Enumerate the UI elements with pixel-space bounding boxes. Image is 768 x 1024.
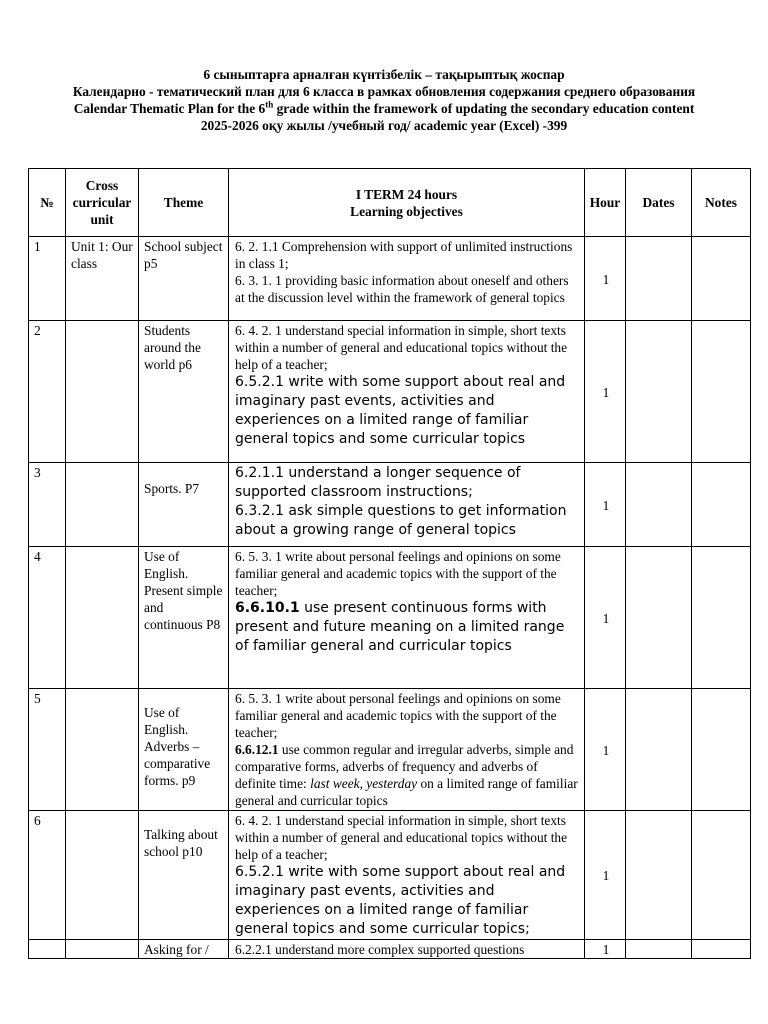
title-russian: Календарно - тематический план для 6 класса в рамках обновления содержания среднего образования xyxy=(72,84,696,99)
learning-objective xyxy=(235,238,581,272)
learning-objective xyxy=(235,690,581,741)
objective-text: 6.2.2.1 understand more complex supported questions xyxy=(235,942,525,957)
learning-objective xyxy=(235,812,581,863)
learning-objective xyxy=(235,599,581,656)
row-number: 2 xyxy=(29,321,66,463)
academic-year: 2025-2026 оқу жылы /учебный год/ academic year (Excel) -399 xyxy=(200,118,568,133)
learning-objectives-cell xyxy=(229,237,585,321)
objective-text: 6. 4. 2. 1 understand special information in simple, short texts within a number of general and educational topics without the help of a teacher; xyxy=(235,323,568,372)
objective-text: 6. 5. 3. 1 write about personal feelings and opinions on some familiar general and academic topics with the support of the teacher; xyxy=(235,691,561,740)
table-row xyxy=(29,237,751,321)
objective-text: 6. 5. 3. 1 write about personal feelings and opinions on some familiar general and academic topics with the support of the teacher; xyxy=(235,549,561,598)
objective-text: use present continuous forms with present and future meaning on a limited range of familiar general and curricular topics xyxy=(235,600,565,654)
row-number: 5 xyxy=(29,689,66,811)
learning-objective xyxy=(235,272,581,306)
hour-cell: 1 xyxy=(585,463,626,547)
hour-cell: 1 xyxy=(585,321,626,463)
table-row xyxy=(29,321,751,463)
hour-cell: 1 xyxy=(585,237,626,321)
learning-objectives-cell xyxy=(229,463,585,547)
learning-objectives-cell xyxy=(229,689,585,811)
table-row xyxy=(29,547,751,689)
theme-cell: Asking for / xyxy=(139,940,229,959)
notes-cell xyxy=(692,237,751,321)
col-header-dates: Dates xyxy=(626,169,692,237)
notes-cell xyxy=(692,811,751,940)
hour-cell: 1 xyxy=(585,811,626,940)
document-header xyxy=(20,66,748,134)
col-header-no: № xyxy=(29,169,66,237)
theme-cell: Talking about school p10 xyxy=(139,811,229,940)
learning-objectives-cell xyxy=(229,940,585,959)
learning-objective xyxy=(235,741,581,809)
hour-cell: 1 xyxy=(585,940,626,959)
learning-objective xyxy=(235,502,581,540)
dates-cell xyxy=(626,547,692,689)
notes-cell xyxy=(692,940,751,959)
table-row xyxy=(29,811,751,940)
objective-text: use common regular and irregular adverbs, simple and comparative forms, adverbs of frequency and adverbs of definite time: xyxy=(235,742,574,791)
table-row xyxy=(29,940,751,959)
objective-text: 6.5.2.1 write with some support about real and imaginary past events, activities and experiences on a limited range of familiar general topics and some curricular topics; xyxy=(235,864,566,937)
hour-cell: 1 xyxy=(585,547,626,689)
col-header-hour: Hour xyxy=(585,169,626,237)
cross-curricular-unit xyxy=(66,321,139,463)
learning-objective xyxy=(235,863,581,939)
dates-cell xyxy=(626,321,692,463)
cross-curricular-unit xyxy=(66,940,139,959)
theme-cell: Use of English. Present simple and continuous P8 xyxy=(139,547,229,689)
title-english-pre: Calendar Thematic Plan for the 6 xyxy=(73,101,266,116)
objective-text: 6. 2. 1.1 Comprehension with support of unlimited instructions in class 1; xyxy=(235,239,573,271)
theme-cell: Sports. P7 xyxy=(139,463,229,547)
learning-objectives-cell xyxy=(229,547,585,689)
row-number: 1 xyxy=(29,237,66,321)
thematic-plan-table xyxy=(28,168,751,959)
row-number: 4 xyxy=(29,547,66,689)
learning-objective xyxy=(235,941,581,958)
title-english xyxy=(20,100,748,117)
row-number xyxy=(29,940,66,959)
hour-cell: 1 xyxy=(585,689,626,811)
row-number: 3 xyxy=(29,463,66,547)
dates-cell xyxy=(626,689,692,811)
objective-text: 6. 3. 1. 1 providing basic information about oneself and others at the discussion level within the framework of general topics xyxy=(235,273,569,305)
learning-objective xyxy=(235,322,581,373)
objective-tail: on a limited range of familiar general and curricular topics xyxy=(235,776,578,808)
objectives-label: Learning objectives xyxy=(350,203,463,219)
dates-cell xyxy=(626,237,692,321)
objective-text: 6.3.2.1 ask simple questions to get information about a growing range of general topics xyxy=(235,503,567,538)
title-english-post: grade within the framework of updating the secondary education content xyxy=(273,101,695,116)
learning-objective xyxy=(235,464,581,502)
cross-curricular-unit xyxy=(66,547,139,689)
title-english-sup: th xyxy=(265,99,274,110)
theme-cell: Students around the world p6 xyxy=(139,321,229,463)
learning-objectives-cell xyxy=(229,811,585,940)
dates-cell xyxy=(626,811,692,940)
objective-text: 6. 4. 2. 1 understand special information in simple, short texts within a number of general and educational topics without the help of a teacher; xyxy=(235,813,568,862)
cross-curricular-unit xyxy=(66,811,139,940)
col-header-objectives xyxy=(229,169,585,237)
term-label: I TERM 24 hours xyxy=(355,186,458,202)
objective-italic: last week, yesterday xyxy=(310,776,418,791)
cross-curricular-unit xyxy=(66,463,139,547)
objective-text: 6.5.2.1 write with some support about real and imaginary past events, activities and experiences on a limited range of familiar general topics and some curricular topics xyxy=(235,374,566,447)
notes-cell xyxy=(692,689,751,811)
learning-objective xyxy=(235,548,581,599)
title-kazakh: 6 сыныптарға арналған күнтізбелік – тақырыптық жоспар xyxy=(203,67,565,82)
notes-cell xyxy=(692,463,751,547)
notes-cell xyxy=(692,547,751,689)
col-header-cross-curricular: Cross curricular unit xyxy=(66,169,139,237)
objective-text: 6.2.1.1 understand a longer sequence of supported classroom instructions; xyxy=(235,465,521,500)
notes-cell xyxy=(692,321,751,463)
col-header-notes: Notes xyxy=(692,169,751,237)
table-row xyxy=(29,689,751,811)
dates-cell xyxy=(626,463,692,547)
objective-code: 6.6.12.1 xyxy=(235,742,279,757)
cross-curricular-unit: Unit 1: Our class xyxy=(66,237,139,321)
col-header-theme: Theme xyxy=(139,169,229,237)
dates-cell xyxy=(626,940,692,959)
learning-objectives-cell xyxy=(229,321,585,463)
learning-objective xyxy=(235,373,581,449)
row-number: 6 xyxy=(29,811,66,940)
objective-code: 6.6.10.1 xyxy=(235,600,300,616)
table-header-row xyxy=(29,169,751,237)
cross-curricular-unit xyxy=(66,689,139,811)
theme-cell: Use of English. Adverbs – comparative forms. p9 xyxy=(139,689,229,811)
table-row xyxy=(29,463,751,547)
theme-cell: School subject p5 xyxy=(139,237,229,321)
